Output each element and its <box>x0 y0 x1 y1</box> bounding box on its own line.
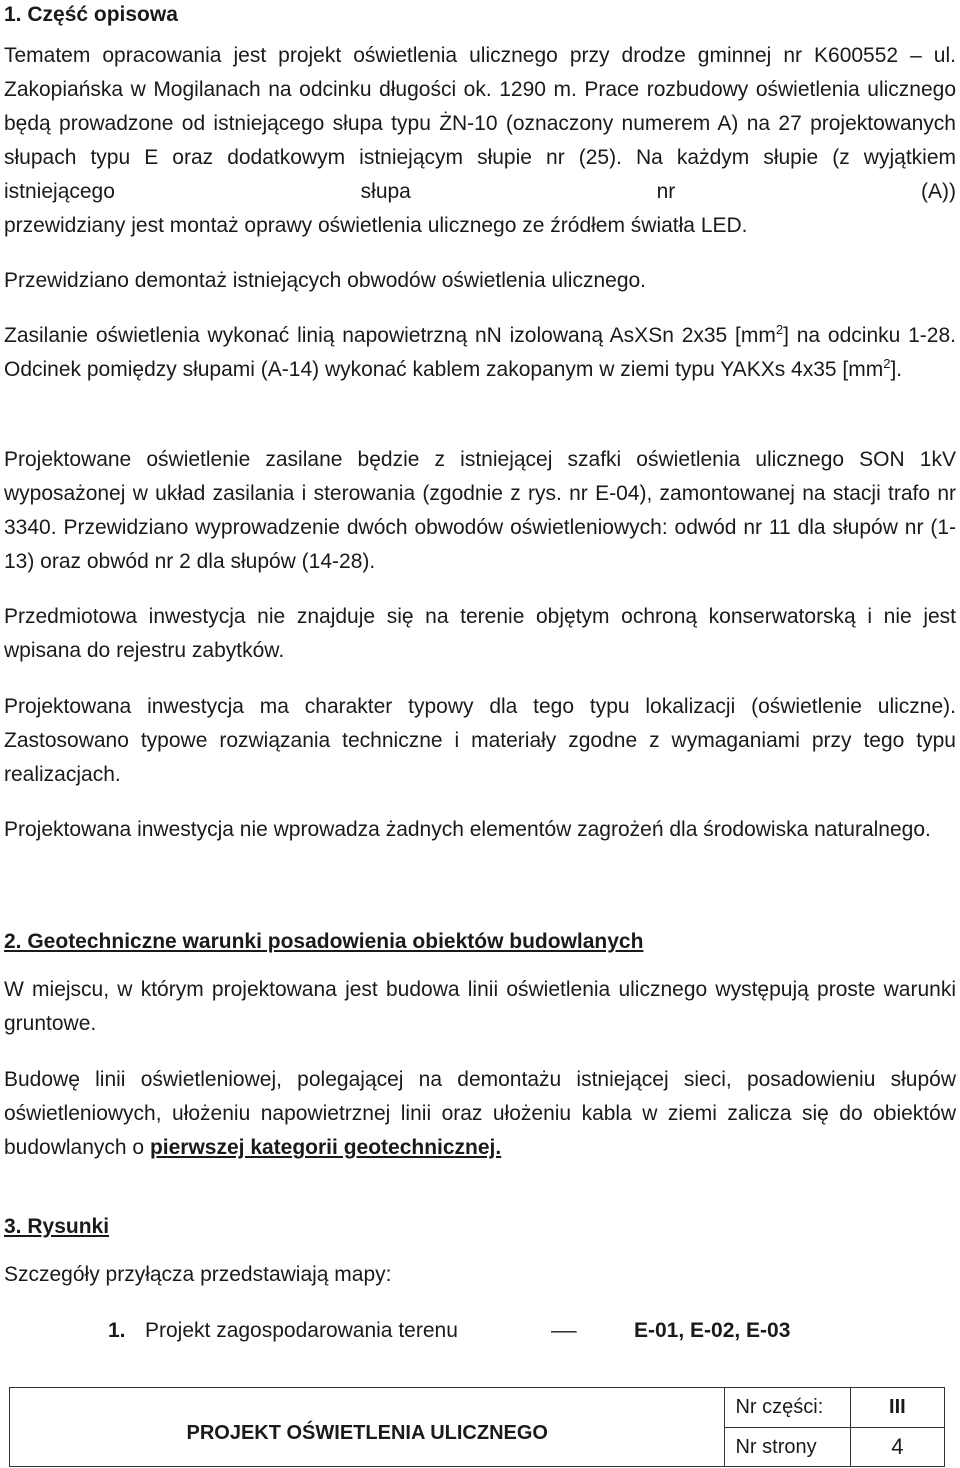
p3-text-1: Zasilanie oświetlenia wykonać linią napowietrzną nN izolowaną AsXSn 2x35 [mm <box>4 324 776 347</box>
section1-paragraph6: Projektowana inwestycja ma charakter typowy dla tego typu lokalizacji (oświetlenie uliczne). Zastosowano typowe rozwiązania techniczne i materiały zgodne z wymaganiami przy tego typu realizacjach. <box>4 695 956 786</box>
section1-paragraph1: Tematem opracowania jest projekt oświetlenia ulicznego przy drodze gminnej nr K600552 – ul. Zakopiańska w Mogilanach na odcinku długości ok. 1290 m. Prace rozbudowy oświetlenia ulicznego będą prowadzone od istniejącego słupa typu ŻN-10 (oznaczony numerem A) na 27 projektowanych słupach typu E oraz dodatkowym istniejącym słupie nr (25). Na każdym słupie (z wyjątkiem istniejącego słupa nr (A)) <box>4 44 956 203</box>
section1-paragraph1-end: przewidziany jest montaż oprawy oświetlenia ulicznego ze źródłem światła LED. <box>4 214 748 237</box>
section1-paragraph4: Projektowane oświetlenie zasilane będzie z istniejącej szafki oświetlenia ulicznego SON 1kV wyposażonej w układ zasilania i sterowania (zgodnie z rys. nr E-04), zamontowanej na stacji trafo nr 3340. Przewidziano wyprowadzenie dwóch obwodów oświetleniowych: odwód nr 11 dla słupów nr (1-13) oraz obwód nr 2 dla słupów (14-28). <box>4 448 956 573</box>
section2-paragraph2 <box>4 1063 956 1165</box>
p3-text-3: ]. <box>890 358 903 381</box>
list-item-number: 1. <box>108 1319 126 1342</box>
title-block-title: PROJEKT OŚWIETLENIA ULICZNEGO <box>10 1388 725 1467</box>
section1-paragraph5: Przedmiotowa inwestycja nie znajduje się na terenie objętym ochroną konserwatorską i nie jest wpisana do rejestru zabytków. <box>4 605 956 662</box>
p3-superscript-1: 2 <box>775 322 784 337</box>
page-value: 4 <box>850 1427 944 1467</box>
section1-paragraph7: Projektowana inwestycja nie wprowadza żadnych elementów zagrożeń dla środowiska naturalnego. <box>4 818 931 841</box>
section2-heading: 2. Geotechniczne warunki posadowienia obiektów budowlanych <box>4 930 644 953</box>
list-item-refs: E-01, E-02, E-03 <box>634 1319 791 1342</box>
section1-paragraph3 <box>4 319 956 387</box>
section3-intro: Szczegóły przyłącza przedstawiają mapy: <box>4 1263 392 1286</box>
section2-paragraph1: W miejscu, w którym projektowana jest budowa linii oświetlenia ulicznego występują proste warunki gruntowe. <box>4 978 956 1035</box>
section3-heading: 3. Rysunki <box>4 1215 110 1238</box>
geotechnical-category: pierwszej kategorii geotechnicznej. <box>149 1136 502 1159</box>
section1-paragraph2: Przewidziano demontaż istniejących obwodów oświetlenia ulicznego. <box>4 269 647 292</box>
p3-superscript-2: 2 <box>883 356 891 371</box>
section2-paragraph2-text: Budowę linii oświetleniowej, polegającej na demontażu istniejącej sieci, posadowieniu słupów oświetleniowych, ułożeniu napowietrznej linii oraz ułożeniu kabla w ziemi zalicza się do obiektów budowlanych o <box>4 1068 956 1159</box>
drawing-list-item <box>108 1314 828 1348</box>
list-item-dash: – <box>550 1319 577 1342</box>
title-block <box>9 1387 945 1467</box>
list-item-text: Projekt zagospodarowania terenu <box>145 1319 458 1342</box>
part-value: III <box>850 1388 944 1428</box>
page-label: Nr strony <box>725 1427 850 1467</box>
section1-heading: 1. Część opisowa <box>4 3 178 26</box>
part-label: Nr części: <box>725 1388 850 1428</box>
p3-text-2: ] na odcinku 1-28. Odcinek pomiędzy słupami (A-14) wykonać kablem zakopanym w ziemi typu YAKXs 4x35 [mm <box>4 324 956 381</box>
